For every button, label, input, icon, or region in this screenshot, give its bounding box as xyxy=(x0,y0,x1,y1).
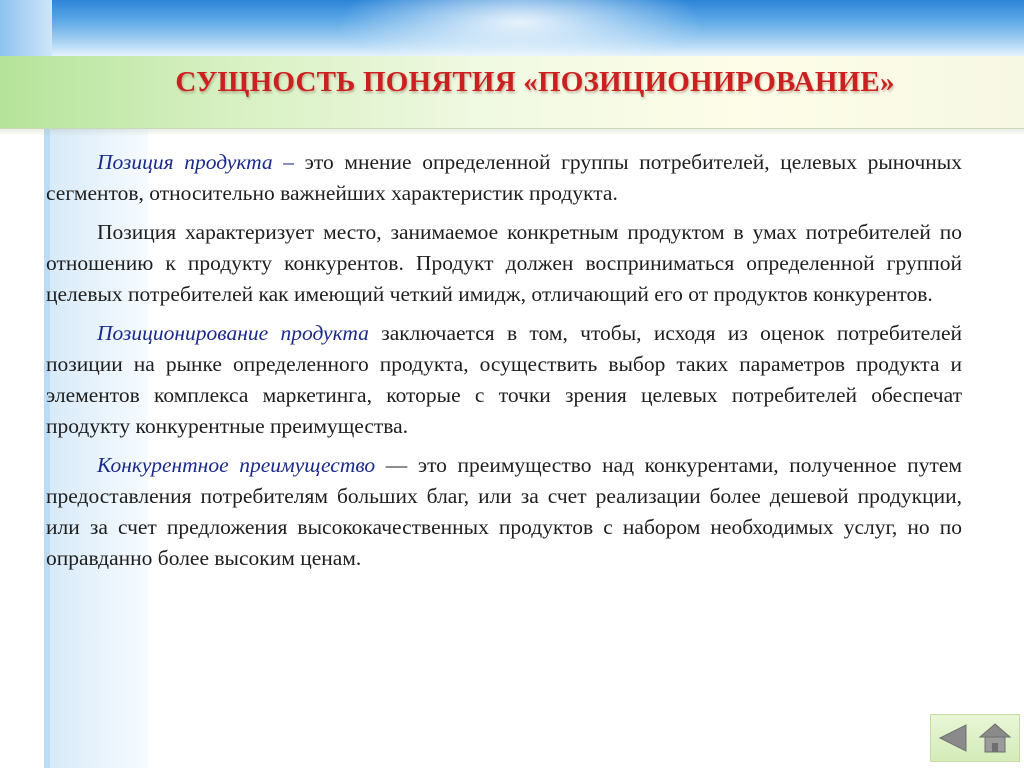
back-button[interactable] xyxy=(935,720,971,756)
term-competitive-advantage: Конкурентное преимущество xyxy=(97,453,376,477)
slide-title: СУЩНОСТЬ ПОНЯТИЯ «ПОЗИЦИОНИРОВАНИЕ» xyxy=(175,66,895,98)
title-band-shadow xyxy=(0,128,1024,136)
term-product-position: Позиция продукта – xyxy=(97,150,295,174)
banner-glow xyxy=(0,0,1024,56)
paragraph-product-position xyxy=(46,147,962,209)
paragraph-competitive-advantage xyxy=(46,450,962,574)
back-arrow-icon xyxy=(936,721,970,755)
top-banner xyxy=(0,0,1024,56)
slide-content xyxy=(46,147,962,582)
paragraph-text: это мнение определенной группы потребителей, целевых рыночных сегментов, относительно важнейших характеристик продукта. xyxy=(46,150,962,205)
paragraph-position xyxy=(46,217,962,310)
home-button[interactable] xyxy=(977,720,1013,756)
paragraph-text: заключается в том, чтобы, исходя из оценок потребителей позиции на рынке определенного продукта, осуществить выбор таких параметров продукта и элементов комплекса маркетинга, которые с точки зрения целевых потребителей обеспечат продукту конкурентные преимущества. xyxy=(46,321,962,438)
home-icon xyxy=(978,721,1012,755)
paragraph-positioning xyxy=(46,318,962,442)
paragraph-text: — это преимущество над конкурентами, полученное путем предоставления потребителям больших благ, или за счет реализации более дешевой продукции, или за счет предложения высококачественных продуктов с набором необходимых услуг, но по оправданно более высоким ценам. xyxy=(46,453,962,570)
paragraph-text: Позиция характеризует место, занимаемое конкретным продуктом в умах потребителей по отношению к продукту конкурентов. Продукт должен восприниматься определенной группой целевых потребителей как имеющий четкий имидж, отличающий его от продуктов конкурентов. xyxy=(46,220,962,306)
navigation-panel xyxy=(930,714,1020,762)
term-positioning: Позиционирование продукта xyxy=(97,321,369,345)
